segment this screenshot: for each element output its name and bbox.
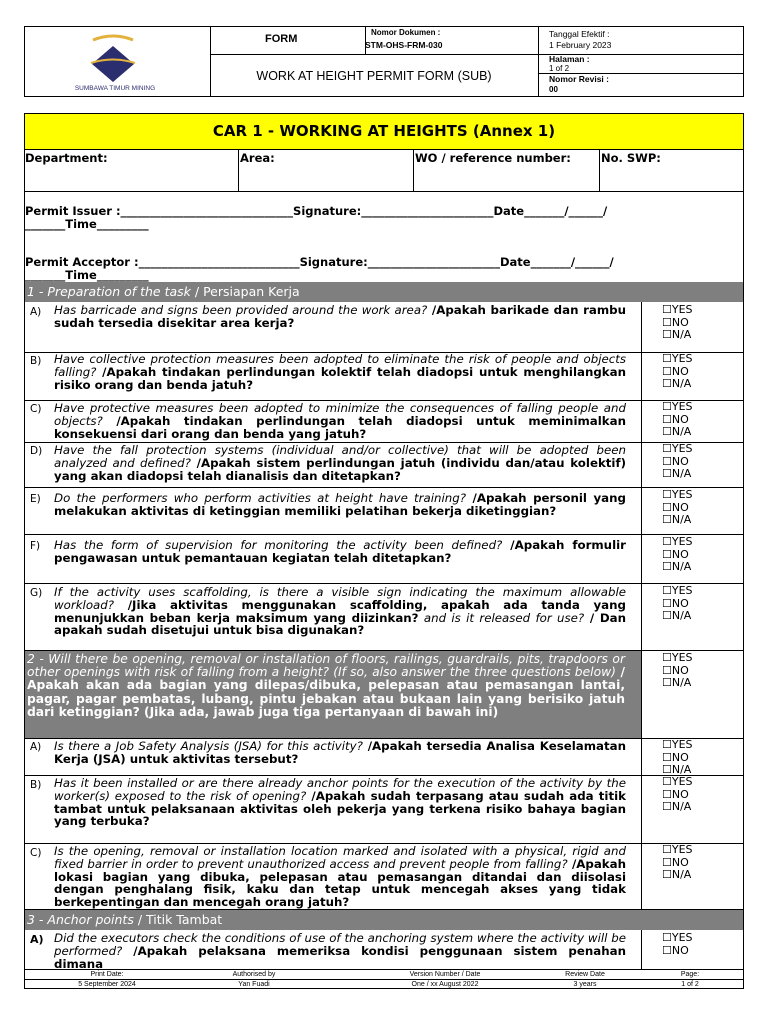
version-label: Version Number / Date xyxy=(409,971,481,978)
no-checkbox[interactable]: ☐NO xyxy=(662,855,689,869)
company-logo-icon xyxy=(83,34,143,84)
permit-acceptor-field[interactable]: Permit Acceptor :____________________________Signature:_______________________Date_______/______/ xyxy=(25,255,614,269)
section-3-header: 3 - Anchor points / Titik Tambat xyxy=(25,910,743,930)
doc-number-value: STM-OHS-FRM-030 xyxy=(365,40,443,50)
question-2c: C) Is the opening, removal or installation location marked and isolated with a physical, rigid and fixed barrier in order to prevent unauthorized access and prevent people from falling? /Apakah lokasi bagian yang dibuka, pelepasan atau pemasangan ditandai dan diisolasi dengan penghalang fisik, kaku dan tetap untuk mencegah akses yang tidak berkepentingan dan mencegah orang jatuh? ☐YES ☐NO ☐N/A xyxy=(25,844,743,910)
no-checkbox[interactable]: ☐NO xyxy=(662,663,689,677)
question-1e: E) Do the performers who perform activities at height have training? /Apakah personil yang melakukan aktivitas di ketinggian memiliki pelatihan bekerja diketinggian? ☐YES ☐NO ☐N/A xyxy=(25,488,743,535)
permit-acceptor-time[interactable]: _______Time_________ xyxy=(25,268,149,282)
doc-number-label: Nomor Dokumen : xyxy=(371,28,441,37)
yes-checkbox[interactable]: ☐YES xyxy=(662,843,693,856)
question-1b: B) Have collective protection measures been adopted to eliminate the risk of people and objects falling? /Apakah tindakan perlindungan kolektif telah diadopsi untuk menghilangkan risiko orang dan benda jatuh? ☐YES ☐NO ☐N/A xyxy=(25,353,743,401)
permit-issuer-time[interactable]: _______Time_________ xyxy=(25,217,149,231)
na-checkbox[interactable]: ☐N/A xyxy=(662,676,692,690)
no-checkbox[interactable]: ☐NO xyxy=(662,750,689,764)
yes-checkbox[interactable]: ☐YES xyxy=(662,584,693,597)
document-footer xyxy=(24,969,744,989)
yes-checkbox[interactable]: ☐YES xyxy=(662,535,693,548)
review-date-label: Review Date xyxy=(565,971,605,978)
no-checkbox[interactable]: ☐NO xyxy=(662,596,689,610)
question-2: 2 - Will there be opening, removal or installation of floors, railings, guardrails, pits, trapdoors or other openings with risk of falling from a height? (If so, also answer the three questions below) / Apakah akan ada bagian yang dilepas/dibuka, pelepasan atau pemasangan lantai, pagar, pagar pembatas, lubang, pintu jebakan atau bukaan lain yang berisiko jatuh dari ketinggian? (Jika ada, jawab juga tiga pertanyaan di bawah ini) ☐YES ☐NO ☐N/A xyxy=(25,651,743,739)
question-1d: D) Have the fall protection systems (individual and/or collective) that will be adopted been analyzed and defined? /Apakah sistem perlindungan jatuh (individu dan/atau kolektif) yang akan diadopsi telah dianalisis dan ditetapkan? ☐YES ☐NO ☐N/A xyxy=(25,443,743,488)
revision-value: 00 xyxy=(549,85,558,94)
effective-date-value: 1 February 2023 xyxy=(549,40,612,50)
logo xyxy=(25,27,210,96)
yes-checkbox[interactable]: ☐YES xyxy=(662,303,693,316)
na-checkbox[interactable]: ☐N/A xyxy=(662,609,692,623)
no-checkbox[interactable]: ☐NO xyxy=(662,364,689,378)
na-checkbox[interactable]: ☐N/A xyxy=(662,377,692,391)
page-label: Halaman : xyxy=(549,54,590,64)
print-date-value: 5 September 2024 xyxy=(78,981,136,988)
footer-page-label: Page: xyxy=(680,971,700,978)
permit-form xyxy=(24,113,744,970)
yes-checkbox[interactable]: ☐YES xyxy=(662,488,693,501)
na-checkbox[interactable]: ☐N/A xyxy=(662,467,692,481)
no-checkbox[interactable]: ☐NO xyxy=(662,315,689,329)
authorised-value: Yan Fuadi xyxy=(238,981,270,988)
question-1a: A) Has barricade and signs been provided around the work area? /Apakah barikade dan rambu sudah tersedia disekitar area kerja? ☐YES ☐NO ☐N/A xyxy=(25,302,743,353)
authorised-label: Authorised by xyxy=(232,971,276,978)
yes-checkbox[interactable]: ☐YES xyxy=(662,352,693,365)
na-checkbox[interactable]: ☐N/A xyxy=(662,763,692,777)
question-3a: A) Did the executors check the conditions of use of the anchoring system where the activity will be performed? /Apakah pelaksana memeriksa kondisi penggunaan sistem penahan dimana ☐YES ☐NO xyxy=(30,931,693,971)
question-2a: A) Is there a Job Safety Analysis (JSA) for this activity? /Apakah tersedia Analisa Keselamatan Kerja (JSA) untuk aktivitas tersebut? ☐YES ☐NO ☐N/A xyxy=(25,739,743,776)
department-field[interactable]: Department: xyxy=(25,151,108,165)
yes-checkbox[interactable]: ☐YES xyxy=(662,651,693,664)
section-1-header: 1 - Preparation of the task / Persiapan Kerja xyxy=(25,282,743,302)
question-1g: G) If the activity uses scaffolding, is there a visible sign indicating the maximum allowable workload? /Jika aktivitas menggunakan scaffolding, apakah ada tanda yang menunjukkan beban kerja maksimum yang diizinkan? and is it released for use? / Dan apakah sudah disetujui untuk bisa digunakan? ☐YES ☐NO ☐N/A xyxy=(25,584,743,651)
wo-reference-field[interactable]: WO / reference number: xyxy=(415,151,571,165)
document-header xyxy=(24,26,744,97)
yes-checkbox[interactable]: ☐YES xyxy=(662,442,693,455)
question-1c: C) Have protective measures been adopted to minimize the consequences of falling people and objects? /Apakah tindakan perlindungan telah diadopsi untuk meminimalkan konsekuensi dari orang dan benda yang jatuh? ☐YES ☐NO ☐N/A xyxy=(25,401,743,443)
question-1f: F) Has the form of supervision for monitoring the activity been defined? /Apakah formulir pengawasan untuk pemantauan kegiatan telah ditetapkan? ☐YES ☐NO ☐N/A xyxy=(25,535,743,584)
review-date-value: 3 years xyxy=(573,981,597,988)
no-checkbox[interactable]: ☐NO xyxy=(662,454,689,468)
effective-date-label: Tanggal Efektif : xyxy=(549,29,610,39)
page-value: 1 of 2 xyxy=(549,64,570,73)
na-checkbox[interactable]: ☐N/A xyxy=(662,513,692,527)
form-title: WORK AT HEIGHT PERMIT FORM (SUB) xyxy=(256,69,492,83)
no-checkbox[interactable]: ☐NO xyxy=(662,943,689,957)
na-checkbox[interactable]: ☐N/A xyxy=(662,328,692,342)
area-field[interactable]: Area: xyxy=(240,151,275,165)
footer-page-value: 1 of 2 xyxy=(681,981,699,988)
version-value: One / xx August 2022 xyxy=(411,981,479,988)
info-row xyxy=(25,149,743,192)
print-date-label: Print Date: xyxy=(90,971,124,978)
yes-checkbox[interactable]: ☐YES xyxy=(662,931,693,944)
question-2b: B) Has it been installed or are there already anchor points for the execution of the activity by the worker(s) exposed to the risk of opening? /Apakah sudah terpasang atau sudah ada titik tambat untuk pelaksanaan aktivitas oleh pekerja yang terkena risiko bahaya bagian yang terbuka? ☐YES ☐NO ☐N/A xyxy=(25,776,743,844)
no-checkbox[interactable]: ☐NO xyxy=(662,412,689,426)
na-checkbox[interactable]: ☐N/A xyxy=(662,560,692,574)
yes-checkbox[interactable]: ☐YES xyxy=(662,738,693,751)
company-name: SUMBAWA TIMUR MINING xyxy=(74,85,156,92)
yes-checkbox[interactable]: ☐YES xyxy=(662,775,693,788)
no-checkbox[interactable]: ☐NO xyxy=(662,787,689,801)
na-checkbox[interactable]: ☐N/A xyxy=(662,425,692,439)
revision-label: Nomor Revisi : xyxy=(549,74,609,84)
no-checkbox[interactable]: ☐NO xyxy=(662,500,689,514)
na-checkbox[interactable]: ☐N/A xyxy=(662,868,692,882)
permit-issuer-field[interactable]: Permit Issuer :______________________________Signature:_______________________Date_______/______/ xyxy=(25,204,608,218)
na-checkbox[interactable]: ☐N/A xyxy=(662,800,692,814)
swp-number-field[interactable]: No. SWP: xyxy=(601,151,661,165)
no-checkbox[interactable]: ☐NO xyxy=(662,547,689,561)
page-title: CAR 1 - WORKING AT HEIGHTS (Annex 1) xyxy=(25,114,743,150)
form-label: FORM xyxy=(265,33,298,45)
yes-checkbox[interactable]: ☐YES xyxy=(662,400,693,413)
